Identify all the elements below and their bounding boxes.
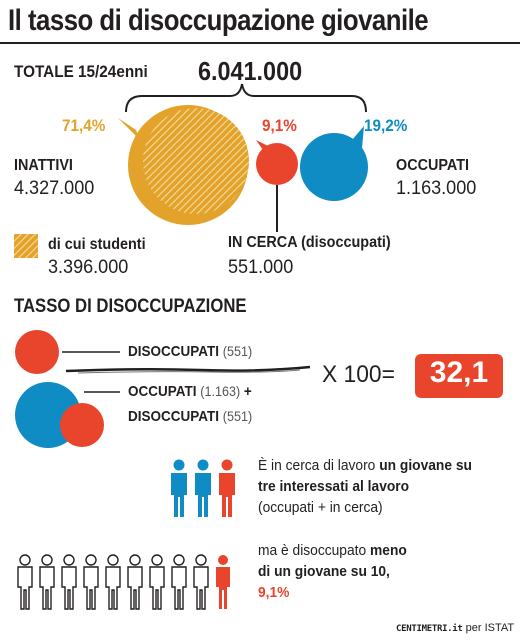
result-value: 32,1 xyxy=(429,356,489,389)
person-icon xyxy=(195,460,211,518)
people-group-three xyxy=(168,458,242,522)
credit xyxy=(396,622,514,634)
numerator-circle xyxy=(15,330,59,374)
studenti-value: 3.396.000 xyxy=(48,257,129,278)
person-icon xyxy=(172,555,186,609)
person-icon xyxy=(194,555,208,609)
denominator-occupati-label: OCCUPATI xyxy=(128,383,197,400)
person-icon xyxy=(18,555,32,609)
in-cerca-circle xyxy=(256,143,298,185)
numerator-count: (551) xyxy=(222,343,253,359)
person-icon xyxy=(150,555,164,609)
info2-bold2: di un giovane su 10, xyxy=(258,563,390,580)
person-icon xyxy=(84,555,98,609)
credit-brand: CENTIMETRI.it xyxy=(396,624,463,634)
population-diagram xyxy=(0,0,520,300)
in-cerca-label: IN CERCA (disoccupati) xyxy=(228,234,391,251)
person-icon xyxy=(171,460,187,518)
total-brace xyxy=(126,84,366,112)
denominator-line2 xyxy=(128,408,252,425)
person-icon xyxy=(40,555,54,609)
denominator-occupati-count: (1.163) xyxy=(200,383,241,399)
person-icon xyxy=(128,555,142,609)
denominator-disoccupati-circle xyxy=(60,403,104,447)
info1-post: (occupati + in cerca) xyxy=(258,499,383,516)
info2-pct: 9,1% xyxy=(258,584,290,601)
denominator-disoccupati-count: (551) xyxy=(222,408,253,424)
person-icon xyxy=(216,555,230,609)
in-cerca-value: 551.000 xyxy=(228,257,294,278)
person-icon xyxy=(219,460,235,518)
info-one-in-ten xyxy=(258,540,488,603)
occupati-label: OCCUPATI xyxy=(396,157,470,174)
person-icon xyxy=(106,555,120,609)
in-cerca-pct: 9,1% xyxy=(262,116,297,135)
people-group-ten xyxy=(14,553,240,615)
total-value: 6.041.000 xyxy=(198,56,303,86)
studenti-label: di cui studenti xyxy=(48,236,146,253)
studenti-swatch xyxy=(14,234,38,258)
formula-heading: TASSO DI DISOCCUPAZIONE xyxy=(14,296,247,317)
multiplier: X 100= xyxy=(322,361,395,388)
inattivi-label: INATTIVI xyxy=(14,157,73,174)
fraction-line xyxy=(66,367,310,371)
occupati-pct: 19,2% xyxy=(364,116,408,135)
person-icon xyxy=(62,555,76,609)
info1-bold: un giovane su tre interessati al lavoro xyxy=(258,457,472,495)
credit-text: per ISTAT xyxy=(465,622,515,634)
plus-sign: + xyxy=(243,383,252,400)
info2-pre: ma è disoccupato xyxy=(258,542,371,559)
denominator-line1 xyxy=(128,383,252,400)
denominator-disoccupati-label: DISOCCUPATI xyxy=(128,408,220,425)
inattivi-pct: 71,4% xyxy=(62,116,106,135)
studenti-circle xyxy=(143,108,249,214)
numerator-label: DISOCCUPATI xyxy=(128,343,220,360)
numerator-text xyxy=(128,343,252,360)
info2-bold1: meno xyxy=(370,542,407,559)
total-label: TOTALE 15/24enni xyxy=(14,62,148,81)
page-title: Il tasso di disoccupazione giovanile xyxy=(8,4,429,37)
occupati-value: 1.163.000 xyxy=(396,178,477,199)
info-one-in-three xyxy=(258,455,488,518)
info1-pre: È in cerca di lavoro xyxy=(258,457,380,474)
inattivi-value: 4.327.000 xyxy=(14,178,95,199)
